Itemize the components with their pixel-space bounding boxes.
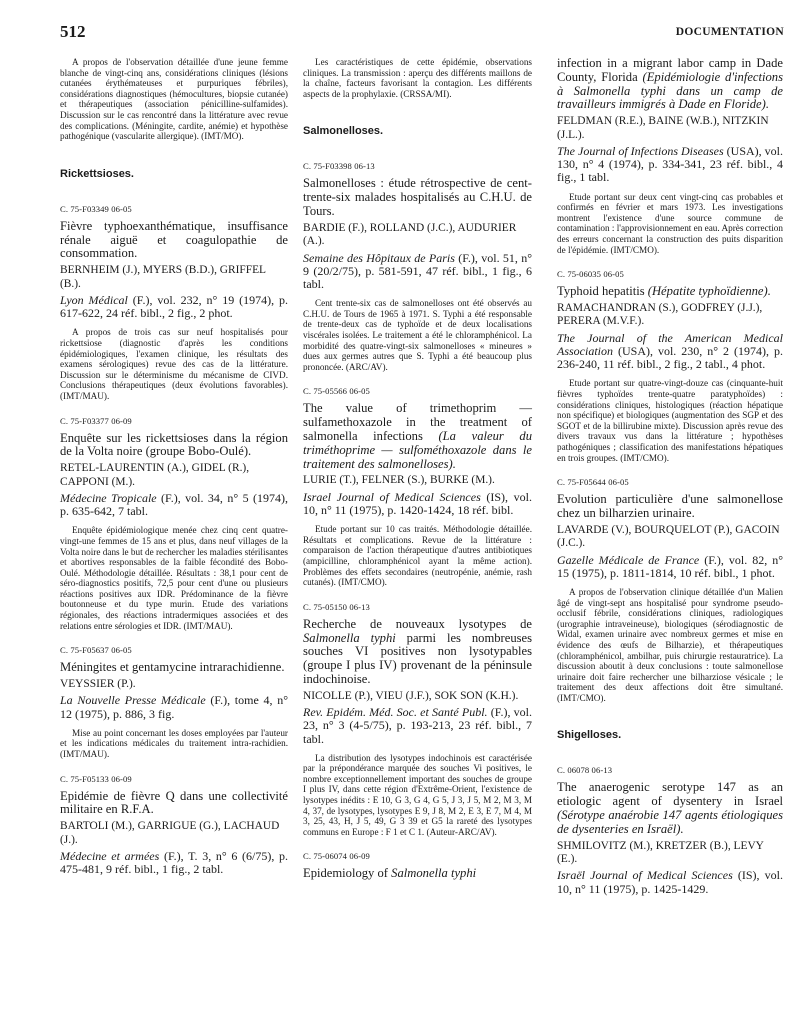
column-middle: [303, 57, 532, 881]
article-source: [557, 554, 783, 580]
article-title: Evolution particulière d'une salmonellose chez un bilharzien urinaire.: [557, 492, 783, 520]
article-title: [557, 285, 783, 299]
source-details: (IS), vol. 10, n° 11 (1975), p. 1420-1424, 18 réf. bibl.: [303, 489, 532, 517]
reference-code: C. 75-05150 06-13: [303, 601, 370, 612]
journal-name: Gazelle Médicale de France: [557, 552, 700, 567]
article-authors: [60, 264, 288, 291]
article-source: [303, 706, 532, 746]
source-details: (USA), vol. 230, n° 2 (1974), p. 236-240, 11 réf. bibl., 2 fig., 2 tabl., 4 phot.: [557, 343, 783, 372]
authors-text: NICOLLE (P.), VIEU (J.F.), SOK SON (K.H.).: [303, 689, 519, 702]
title-text: infection in a migrant labor camp in Dade County, Florida: [557, 56, 783, 84]
source-details: (F.), vol. 82, n° 15 (1975), p. 1811-1814, 10 réf. bibl., 1 phot.: [557, 552, 784, 580]
authors-text: LAVARDE (V.), BOURQUELOT (P.), GACOIN (J.C.).: [557, 523, 780, 550]
reference-code: C. 75-F03398 06-13: [303, 161, 375, 172]
article-title: [303, 867, 532, 881]
article-title: [303, 402, 532, 471]
page-header: [60, 22, 784, 46]
journal-name: Lyon Médical: [60, 292, 128, 307]
article-title: [303, 618, 532, 687]
section-heading: Rickettsioses.: [60, 167, 134, 180]
reference-code: C. 75-05566 06-05: [303, 386, 370, 397]
article-authors: [557, 840, 783, 867]
authors-text: LURIE (T.), FELNER (S.), BURKE (M.).: [303, 474, 495, 487]
article-authors: [60, 820, 288, 847]
authors-text: BARTOLI (M.), GARRIGUE (G.), LACHAUD (J.).: [60, 820, 280, 846]
title-text: Typhoid hepatitis: [557, 284, 648, 299]
abstract-text: Etude portant sur quatre-vingt-douze cas (cinquante-huit fièvres typhoïdes trente-quatre paratyphoïdes) : considérations cliniques, histologiques (réaction hépatique non spécifique) et biologiques (augmentation des SGP et des SGOT et de la billirubine mixte). Discussion après revue des divers travaux vus dans la littérature ; hypothèses pathogéniques ; classification des manifestations hépatiques en trois groupes. (IMT/CMO).: [557, 378, 783, 463]
article-source: [60, 694, 288, 720]
source-details: (F.), vol. 51, n° 9 (20/2/75), p. 581-591, 47 réf. bibl., 1 fig., 6 tabl.: [303, 250, 533, 291]
reference-code: C. 75-F03377 06-09: [60, 415, 132, 426]
authors-text: VEYSSIER (P.).: [60, 678, 136, 691]
reference-code: C. 75-F05637 06-05: [60, 645, 132, 656]
article-authors: [557, 524, 783, 551]
running-head: DOCUMENTATION: [675, 26, 784, 38]
article-source: [60, 294, 288, 320]
title-italic: Salmonella typhi: [391, 866, 477, 881]
abstract-text: Etude portant sur deux cent vingt-cinq cas probables et confirmés en février et mars 1973. Les investigations montrent l'existence d'une source commune de contamination : l'approvisionnement en eau. Après correction des erreurs concernant la construction des puits disparition de l'épidémie. (IMT/CMO).: [557, 191, 783, 255]
reference-code: C. 75-F03349 06-05: [60, 203, 132, 214]
article-authors: [557, 115, 783, 142]
abstract-text: La distribution des lysotypes indochinois est caractérisée par la prépondérance marquée des souches Vi positives, le nombre exceptionnellement important des souches de groupe I plus IV, dans cette région d'Extrême-Orient, l'existence de lysotypes inédits : E 10, G 3, G 4, G 5, J 3, J 5, M 2, M 3, M 4, 37, de lysotypes, lysotypes E 9, J 8, M 2, E 3, E 7, M 4, M 3, 25, 43, H, J 5, 49, G 3 39 et G5 la rareté des lysotypes communs en Europe : F 1 et C 1. (Auteur-ARC/AV).: [303, 752, 532, 837]
journal-name: La Nouvelle Presse Médicale: [60, 693, 206, 708]
article-title: Enquête sur les rickettsioses dans la région de la Volta noire (groupe Bobo-Oulé).: [60, 430, 288, 459]
article-source: [303, 491, 532, 517]
reference-code: C. 75-06035 06-05: [557, 269, 624, 280]
abstract-text: Etude portant sur 10 cas traités. Méthodologie détaillée. Résultats et complications. Revue de la littérature : comparaison de l'action thérapeutique d'autres antibiotiques (ampicilline, chloramphénicol ayant la même action). Problèmes des effets secondaires (neutropénie, anémie, rash cutanés). (IMT/CMO).: [303, 524, 532, 588]
article-authors: [60, 462, 288, 489]
title-italic: (Epidémiologie d'infections à Salmonella typhi dans un camp de travailleurs immigrés à Dade en Floride).: [557, 69, 783, 112]
title-text: parmi les nombreuses souches VI positives non lysotypables (groupe I plus IV) provenant de la péninsule indochinoise.: [303, 630, 533, 686]
abstract-text: Enquête épidémiologique menée chez cinq cent quatre-vingt-une femmes de 15 ans et plus, dans neuf villages de la Volta noire dans le but de rechercher les maladies stérilisantes et abortives responsables de la faible fécondité des Bobo-Oulé. Méthodologie détaillée. Résultats : 38,1 pour cent de séro-diagnostics positifs, 72,5 pour cent d'une ou plusieurs réactions positives aux IDR. Prédominance de la fièvre boutonneuse et du type murin. Etude des variations régionales, des réactions intradermiques associées et des relations entre sérologies et IDR. (IMT/MAU).: [60, 525, 288, 631]
article-authors: [303, 222, 532, 249]
reference-code: C. 75-F05644 06-05: [557, 477, 629, 488]
column-left: [60, 57, 288, 883]
title-text: The value of trimethoprim — sulfamethoxazole in the treatment of salmonella infections: [303, 401, 532, 443]
authors-text: SHMILOVITZ (M.), KRETZER (B.), LEVY (E.).: [557, 839, 764, 866]
title-italic: Salmonella typhi: [303, 630, 396, 645]
source-details: (IS), vol. 10, n° 11 (1975), p. 1425-1429.: [557, 868, 783, 896]
authors-text: RAMACHANDRAN (S.), GODFREY (J.J.), PERERA (M.V.F.).: [557, 301, 763, 328]
article-authors: [303, 690, 532, 703]
abstract-text: A propos de l'observation détaillée d'une jeune femme blanche de vingt-cinq ans, considérations cliniques (lésions cutanées érythémateuses et purpuriques fébriles), considérations diagnostiques (hémocultures, biopsie cutanée) et thérapeutiques (association pénicilline-sulfamides). Discussion sur le cas rencontré dans la littérature avec revue des complications. (Méningite, cardite, anémie) et hypothèse pathogénique (vascularite allergique). (IMT/MO).: [60, 57, 288, 142]
authors-text: FELDMAN (R.E.), BAINE (W.B.), NITZKIN (J.L.).: [557, 115, 769, 141]
article-source: [557, 332, 783, 372]
article-title: Fièvre typhoexanthématique, insuffisance rénale aiguë et coagulopathie de consommation.: [60, 218, 288, 261]
journal-name: The Journal of the American Medical Association: [557, 330, 783, 358]
journal-name: Rev. Epidém. Méd. Soc. et Santé Publ.: [303, 705, 488, 720]
abstract-text: A propos de trois cas sur neuf hospitalisés pour rickettsiose (diagnostic d'après les conditions épidémiologiques, l'examen clinique, les résultats des examens sérologiques) revue des cas de la littérature. Discussion sur le déterminisme du mécanisme de CIVD. Conclusions thérapeutiques (deux évolutions favorables). (IMT/MAU).: [60, 327, 288, 401]
title-italic: (Sérotype anaérobie 147 agents étiologiques de dysenteries en Israël).: [557, 808, 783, 836]
article-source: [60, 850, 288, 876]
title-text: Epidemiology of: [303, 866, 392, 881]
source-details: (F.), vol. 23, n° 3 (4-5/75), p. 193-213, 23 réf. bibl., 7 tabl.: [303, 705, 532, 746]
abstract-text: Cent trente-six cas de salmonelloses ont été observés au C.H.U. de Tours de 1965 à 1971. S. Typhi a été responsable de trente-deux cas de typhoïde et de deux localisations viscérales isolées. Le traitement a été le chloramphénicol. La morbidité des quatre-vingt-six salmonelloses « mineures » dues aux germes autres que S. Typhi a été beaucoup plus prononcée. (ARC/AV).: [303, 298, 532, 372]
authors-text: RETEL-LAURENTIN (A.), GIDEL (R.), CAPPONI (M.).: [60, 462, 250, 488]
source-details: (F.), T. 3, n° 6 (6/75), p. 475-481, 9 réf. bibl., 1 fig., 2 tabl.: [60, 849, 289, 877]
article-title: Epidémie de fièvre Q dans une collectivité militaire en R.F.A.: [60, 788, 288, 817]
article-title: [557, 57, 783, 112]
title-italic: (La valeur du triméthoprime — sulfométhoxazole dans le traitement des salmonelloses).: [303, 428, 533, 471]
article-source: [303, 252, 532, 292]
article-authors: [557, 302, 783, 329]
article-authors: [303, 474, 532, 487]
article-title: Salmonelloses : étude rétrospective de cent-trente-six malades hospitalisés au C.H.U. de Tours.: [303, 176, 532, 218]
abstract-text: Mise au point concernant les doses employées par l'auteur et les indications médicales du traitement intra-rachidien. (IMT/MAU).: [60, 727, 288, 760]
journal-name: Israel Journal of Medical Sciences: [303, 489, 481, 504]
article-source: [60, 492, 288, 518]
section-heading: Shigelloses.: [557, 729, 622, 742]
article-source: [557, 145, 783, 185]
page-number: 512: [60, 22, 86, 41]
source-details: (F.), vol. 34, n° 5 (1974), p. 635-642, 7 tabl.: [60, 490, 288, 519]
article-authors: [60, 678, 288, 691]
source-details: (F.), vol. 232, n° 19 (1974), p. 617-622, 24 réf. bibl., 2 fig., 2 phot.: [60, 292, 288, 321]
source-details: (USA), vol. 130, n° 4 (1974), p. 334-341, 23 réf. bibl., 4 fig., 1 tabl.: [557, 144, 783, 185]
authors-text: BERNHEIM (J.), MYERS (B.D.), GRIFFEL (B.).: [60, 264, 266, 290]
title-text: Recherche de nouveaux lysotypes de: [303, 616, 532, 631]
abstract-text: Les caractéristiques de cette épidémie, observations cliniques. La transmission : aperçu des différents maillons de la chaîne, facteurs favorisant la contagion. Les différents aspects de la prophylaxie. (CRSSA/MI).: [303, 57, 532, 99]
article-title: [557, 781, 783, 836]
journal-name: Semaine des Hôpitaux de Paris: [303, 250, 455, 265]
source-details: (F.), tome 4, n° 12 (1975), p. 886, 3 fig.: [60, 693, 289, 721]
abstract-text: A propos de l'observation clinique détaillée d'un Malien âgé de vingt-sept ans hospitalisé pour syndrome pseudo-occlusif fébrile, considérations cliniques, radiologiques (urographie intraveineuse), biologiques (sérodiagnostic de Widal, examen urinaire avec nombreux germes et mise en évidence des œufs de Bilharzie), et thérapeutiques (chloramphénicol, ambilhar, puis chirurgie restauratrice). La discussion aboutit à deux conclusions : toute salmonellose urinaire doit faire rechercher une bilharziose vésicale ; le traitement des deux affections doit être simultané. (IMT/CMO).: [557, 586, 783, 703]
reference-code: C. 06078 06-13: [557, 765, 613, 776]
journal-name: The Journal of Infections Diseases: [557, 144, 724, 158]
article-title: Méningites et gentamycine intrarachidienne.: [60, 660, 285, 675]
section-heading: Salmonelloses.: [303, 125, 384, 138]
article-source: [557, 869, 783, 895]
title-italic: (Hépatite typhoïdienne).: [647, 284, 771, 299]
authors-text: BARDIE (F.), ROLLAND (J.C.), AUDURIER (A.).: [303, 221, 517, 248]
column-right: [557, 57, 783, 903]
journal-name: Médecine et armées: [60, 849, 160, 864]
reference-code: C. 75-06074 06-09: [303, 851, 370, 862]
reference-code: C. 75-F05133 06-09: [60, 773, 132, 784]
journal-name: Israël Journal of Medical Sciences: [557, 868, 733, 883]
journal-name: Médecine Tropicale: [60, 490, 157, 505]
title-text: The anaerogenic serotype 147 as an etiologic agent of dysentery in Israel: [557, 780, 783, 809]
